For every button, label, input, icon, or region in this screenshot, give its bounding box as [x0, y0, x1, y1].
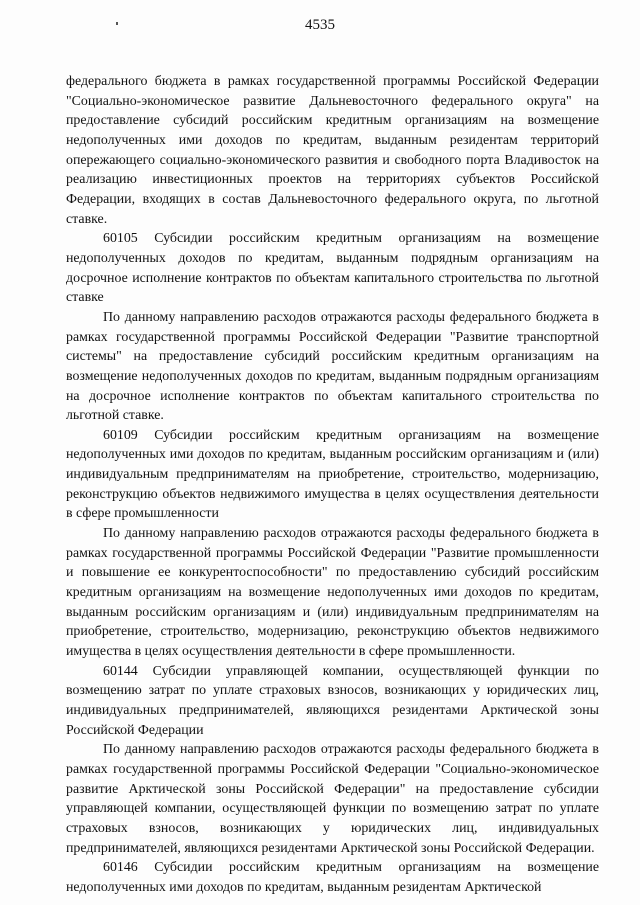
- paragraph-heading-60146: 60146 Субсидии российским кредитным организациям на возмещение недополученных ими доходов по кредитам, выданным резидентам Арктической: [66, 860, 599, 895]
- paragraph-description-60109: По данному направлению расходов отражаются расходы федерального бюджета в рамках государственной программы Российской Федерации "Развитие промышленности и повышение ее конкурентоспособности" по предоставлению субсидий российским кредитным организациям на возмещение недополученных ими доходов по кредитам, выданным российским организациям и (или) индивидуальным предпринимателям на приобретение, строительство, модернизацию, реконструкцию объектов недвижимого имущества в целях осуществления деятельности в сфере промышленности.: [66, 526, 599, 660]
- paragraph-description-60105: По данному направлению расходов отражаются расходы федерального бюджета в рамках государственной программы Российской Федерации "Развитие транспортной системы" на предоставление субсидий российским кредитным организациям на возмещение недополученных доходов по кредитам, выданным подрядным организациям на досрочное исполнение контрактов по объектам капитального строительства по льготной ставке.: [66, 309, 599, 424]
- paragraph-heading-60105: 60105 Субсидии российским кредитным организациям на возмещение недополученных доходов по кредитам, выданным подрядным организациям на досрочное исполнение контрактов по объектам капитального строительства по льготной ставке: [66, 231, 599, 306]
- page-number: 4535: [305, 17, 335, 33]
- paragraph-continuation: федерального бюджета в рамках государственной программы Российской Федерации "Социально-экономическое развитие Дальневосточного федерального округа" на предоставление субсидий российским кредитным организациям на возмещение недополученных ими доходов по кредитам, выданным резидентам территорий опережающего социально-экономического развития и свободного порта Владивосток на реализацию инвестиционных проектов на территориях субъектов Российской Федерации, входящих в состав Дальневосточного федерального округа, по льготной ставке.: [66, 74, 599, 227]
- document-body: [66, 72, 599, 898]
- paragraph-heading-60144: 60144 Субсидии управляющей компании, осуществляющей функции по возмещению затрат по уплате страховых взносов, возникающих у юридических лиц, индивидуальных предпринимателей, являющихся резидентами Арктической зоны Российской Федерации: [66, 663, 599, 738]
- paragraph-heading-60109: 60109 Субсидии российским кредитным организациям на возмещение недополученных ими доходов по кредитам, выданным российским организациям и (или) индивидуальным предпринимателям на приобретение, строительство, модернизацию, реконструкцию объектов недвижимого имущества в целях осуществления деятельности в сфере промышленности: [66, 427, 599, 522]
- paragraph-description-60144: По данному направлению расходов отражаются расходы федерального бюджета в рамках государственной программы Российской Федерации "Социально-экономическое развитие Арктической зоны Российской Федерации" на предоставление субсидии управляющей компании, осуществляющей функции по возмещению затрат по уплате страховых взносов, возникающих у юридических лиц, индивидуальных предпринимателей, являющихся резидентами Арктической зоны Российской Федерации.: [66, 742, 599, 856]
